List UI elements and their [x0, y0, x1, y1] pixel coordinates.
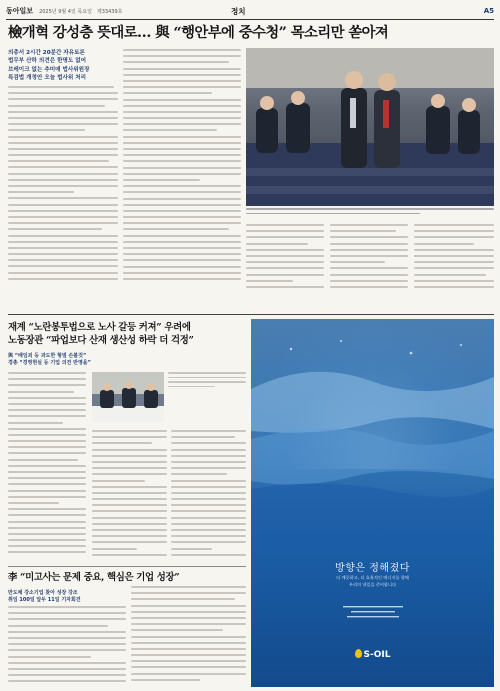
newspaper-logo: 동아일보	[6, 6, 34, 15]
ad-title: 방향은 정해졌다	[335, 563, 410, 574]
article2-subhead: 與 “배임죄 등 과도한 형벌 손볼것” 경총 “경영현실 등 기업 의견 반영을”	[8, 353, 91, 366]
ad-ocean-illustration	[251, 319, 494, 549]
article1-body-col2	[123, 49, 241, 291]
photo-lawmakers-meeting	[246, 48, 494, 206]
masthead	[6, 3, 494, 20]
issue-date: 2025년 9월 4일 목요일	[39, 8, 92, 15]
page-number: A5	[483, 7, 494, 15]
ad-fine-print	[251, 604, 494, 626]
article1-body-col3	[246, 224, 324, 291]
issue-number: 제33439호	[96, 8, 123, 15]
article3-divider	[8, 566, 246, 567]
photo-caption	[246, 208, 494, 222]
article3-body-col2	[131, 586, 246, 686]
drop-icon	[355, 649, 362, 658]
main-photo	[246, 48, 494, 206]
ad-subtitle: 더 깨끗하고, 더 효율적인 에너지를 향해 우리의 내일을 준비합니다	[336, 575, 409, 587]
article2-photo	[92, 372, 164, 422]
section-divider	[8, 314, 494, 315]
article2-body-col3	[171, 430, 246, 562]
article3-subhead: 반도체 강소기업 찾아 성장 강조 취임 100일 앞두 11일 기자회견	[8, 590, 81, 603]
article1-body-col4	[330, 224, 408, 291]
main-subhead: 의총서 2시간 20분간 자유토론 법무부 산하 의견은 한명도 없어 브레이크 없는 추미애 법사위원장 특검법 개정안 오늘 법사위 처리	[8, 50, 90, 82]
article3-body-col1	[8, 606, 126, 686]
article2-body-col2	[92, 430, 167, 562]
ad-fine-print-lines	[343, 604, 403, 624]
section-title: 정치	[231, 6, 246, 16]
article2-headline: 재계 “노란봉투법으로 노사 갈등 커져” 우려에 노동장관 “파업보다 산재 생산성 하락 더 걱정”	[8, 322, 194, 346]
photo-meeting-table	[92, 372, 164, 422]
ad-brand-logo[interactable]	[251, 649, 494, 660]
ad-brand-name: S-OIL	[363, 650, 391, 660]
article2-photo-caption	[168, 372, 246, 398]
article3-headline: 李 “미고사는 문제 중요, 핵심은 기업 성장”	[8, 572, 180, 583]
main-headline: 檢개혁 강성층 뜻대로… 與 “행안부에 중수청” 목소리만 쏟아져	[8, 24, 389, 41]
advertisement[interactable]	[251, 319, 494, 687]
article2-body-col1	[8, 372, 86, 562]
article1-body-col5	[414, 224, 494, 291]
article1-body-col1	[8, 86, 118, 291]
